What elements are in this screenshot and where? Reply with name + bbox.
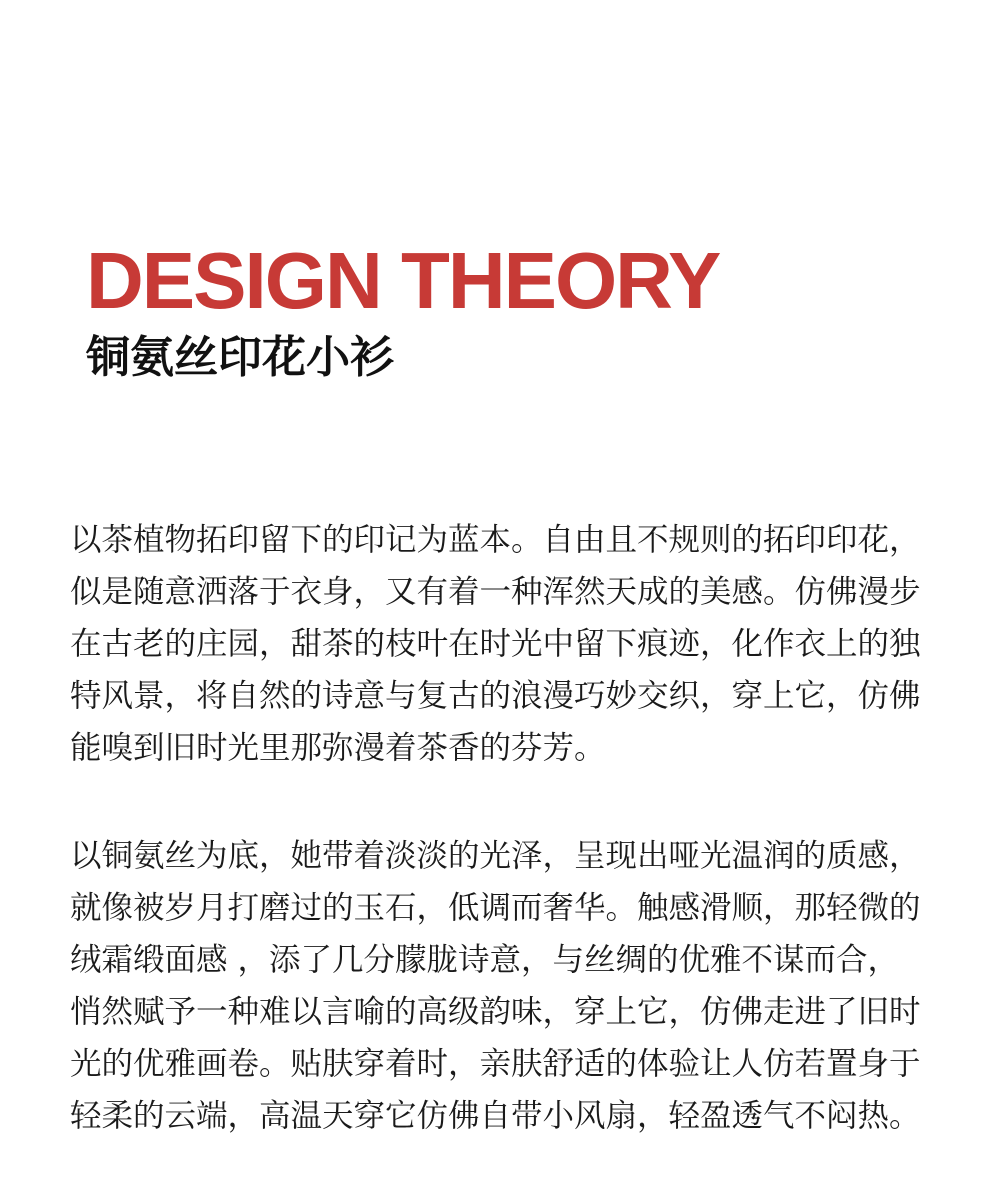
heading-english: DESIGN THEORY <box>86 236 720 325</box>
heading-chinese: 铜氨丝印花小衫 <box>86 332 394 383</box>
paragraph-design-inspiration: 以茶植物拓印留下的印记为蓝本。自由且不规则的拓印印花，似是随意洒落于衣身，又有着一种浑然天成的美感。仿佛漫步在古老的庄园，甜茶的枝叶在时光中留下痕迹，化作衣上的独特风景，将自然的诗意与复古的浪漫巧妙交织，穿上它，仿佛能嗅到旧时光里那弥漫着茶香的芬芳。 <box>70 522 921 766</box>
paragraph-fabric-description: 以铜氨丝为底，她带着淡淡的光泽，呈现出哑光温润的质感，就像被岁月打磨过的玉石，低调而奢华。触感滑顺，那轻微的绒霜缎面感 ，添了几分朦胧诗意，与丝绸的优雅不谋而合，悄然赋予一种难以言喻的高级韵味，穿上它，仿佛走进了旧时光的优雅画卷。贴肤穿着时，亲肤舒适的体验让人仿若置身于轻柔的云端，高温天穿它仿佛自带小风扇，轻盈透气不闷热。 <box>70 838 921 1134</box>
